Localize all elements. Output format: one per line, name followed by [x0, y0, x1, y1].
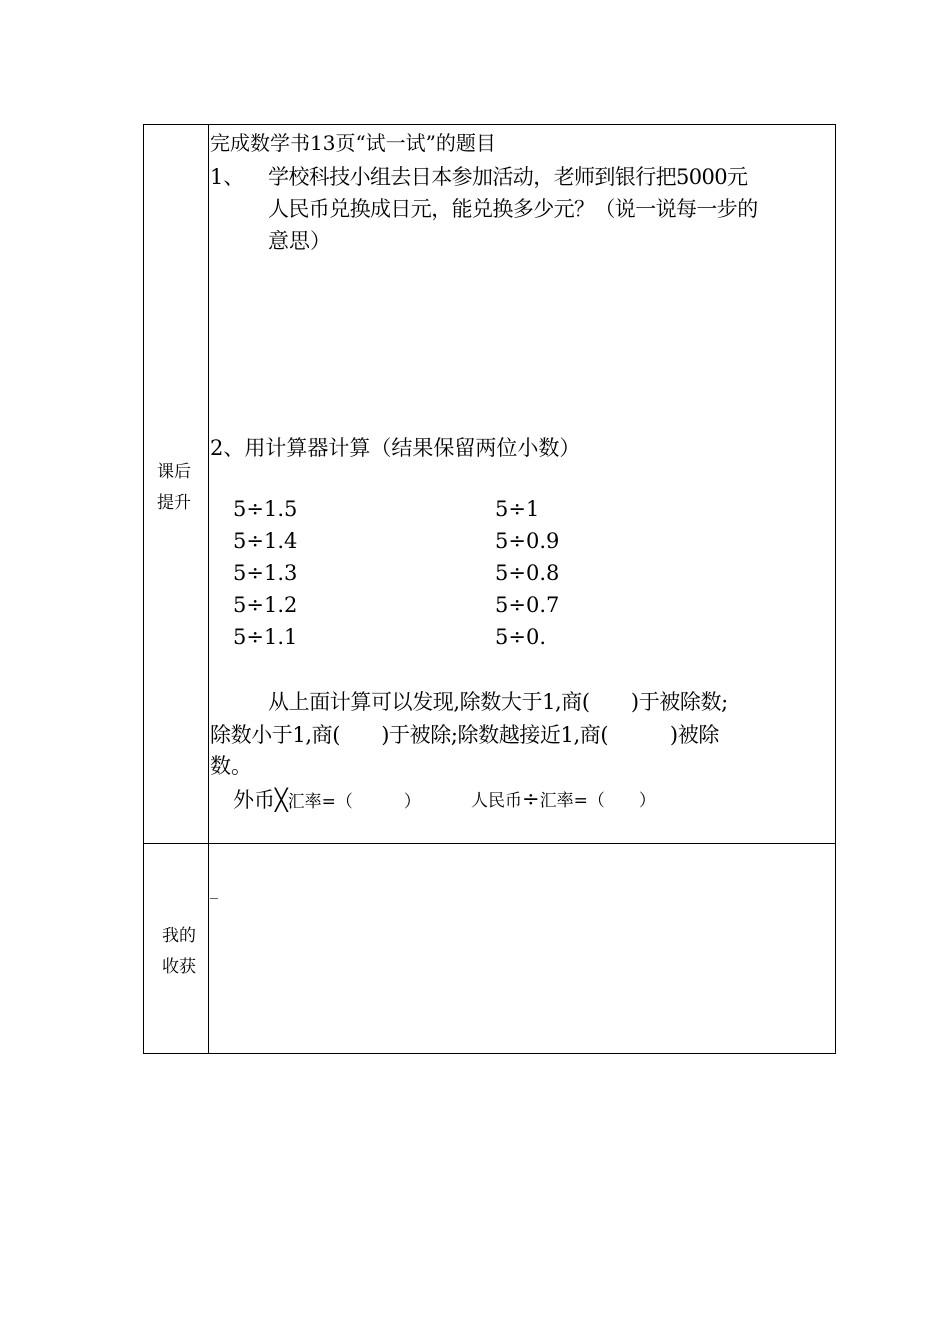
conclusion-line1: 从上面计算可以发现,除数大于1,商( )于被除数;	[268, 690, 728, 714]
question-1-line1: 学校科技小组去日本参加活动，老师到银行把5000元	[268, 165, 748, 189]
table-bottom-border	[143, 1053, 836, 1054]
row-label-homework	[157, 457, 191, 519]
formula-foreign-prefix: 外币	[233, 788, 275, 812]
equation-right-1: 5÷1	[495, 497, 540, 521]
table-row-divider	[143, 843, 836, 844]
formula-rmb-suffix: 汇率=（ ）	[539, 791, 656, 811]
equation-right-4: 5÷0.7	[495, 593, 560, 617]
formula-rmb-prefix: 人民币	[471, 791, 522, 811]
table-left-border	[143, 124, 144, 1054]
equation-right-2: 5÷0.9	[495, 529, 560, 553]
table-column-divider	[208, 124, 209, 1054]
row-label-gains	[162, 921, 196, 983]
task-heading: 完成数学书13页“试一试”的题目	[210, 131, 496, 155]
question-2-title: 2、用计算器计算（结果保留两位小数）	[210, 436, 581, 460]
row-label-line2: 收获	[162, 957, 196, 977]
equation-left-2: 5÷1.4	[233, 529, 298, 553]
table-right-border	[835, 124, 836, 1054]
equation-left-3: 5÷1.3	[233, 561, 298, 585]
divide-sign: ÷	[522, 787, 540, 811]
conclusion-line3: 数。	[210, 754, 252, 778]
equation-right-5: 5÷0.	[495, 625, 546, 649]
conclusion-line2: 除数小于1,商( )于被除;除数越接近1,商( )被除	[210, 723, 719, 747]
question-1-line3: 意思）	[268, 229, 331, 253]
question-1-number: 1、	[210, 165, 245, 189]
equation-left-1: 5÷1.5	[233, 497, 298, 521]
times-sign: ╳	[275, 788, 288, 812]
row-label-line1: 我的	[162, 926, 196, 946]
equation-left-5: 5÷1.1	[233, 625, 298, 649]
equation-left-4: 5÷1.2	[233, 593, 298, 617]
table-top-border	[143, 124, 836, 125]
answer-mark: _	[210, 880, 218, 899]
formula-foreign-suffix: 汇率=（ ）	[287, 792, 421, 812]
row-label-line1: 课后	[157, 462, 191, 482]
question-1-line2: 人民币兑换成日元，能兑换多少元？（说一说每一步的	[268, 197, 758, 221]
row-label-line2: 提升	[157, 493, 191, 513]
equation-right-3: 5÷0.8	[495, 561, 560, 585]
formula-line-rmb	[471, 786, 656, 811]
formula-line	[233, 784, 421, 814]
